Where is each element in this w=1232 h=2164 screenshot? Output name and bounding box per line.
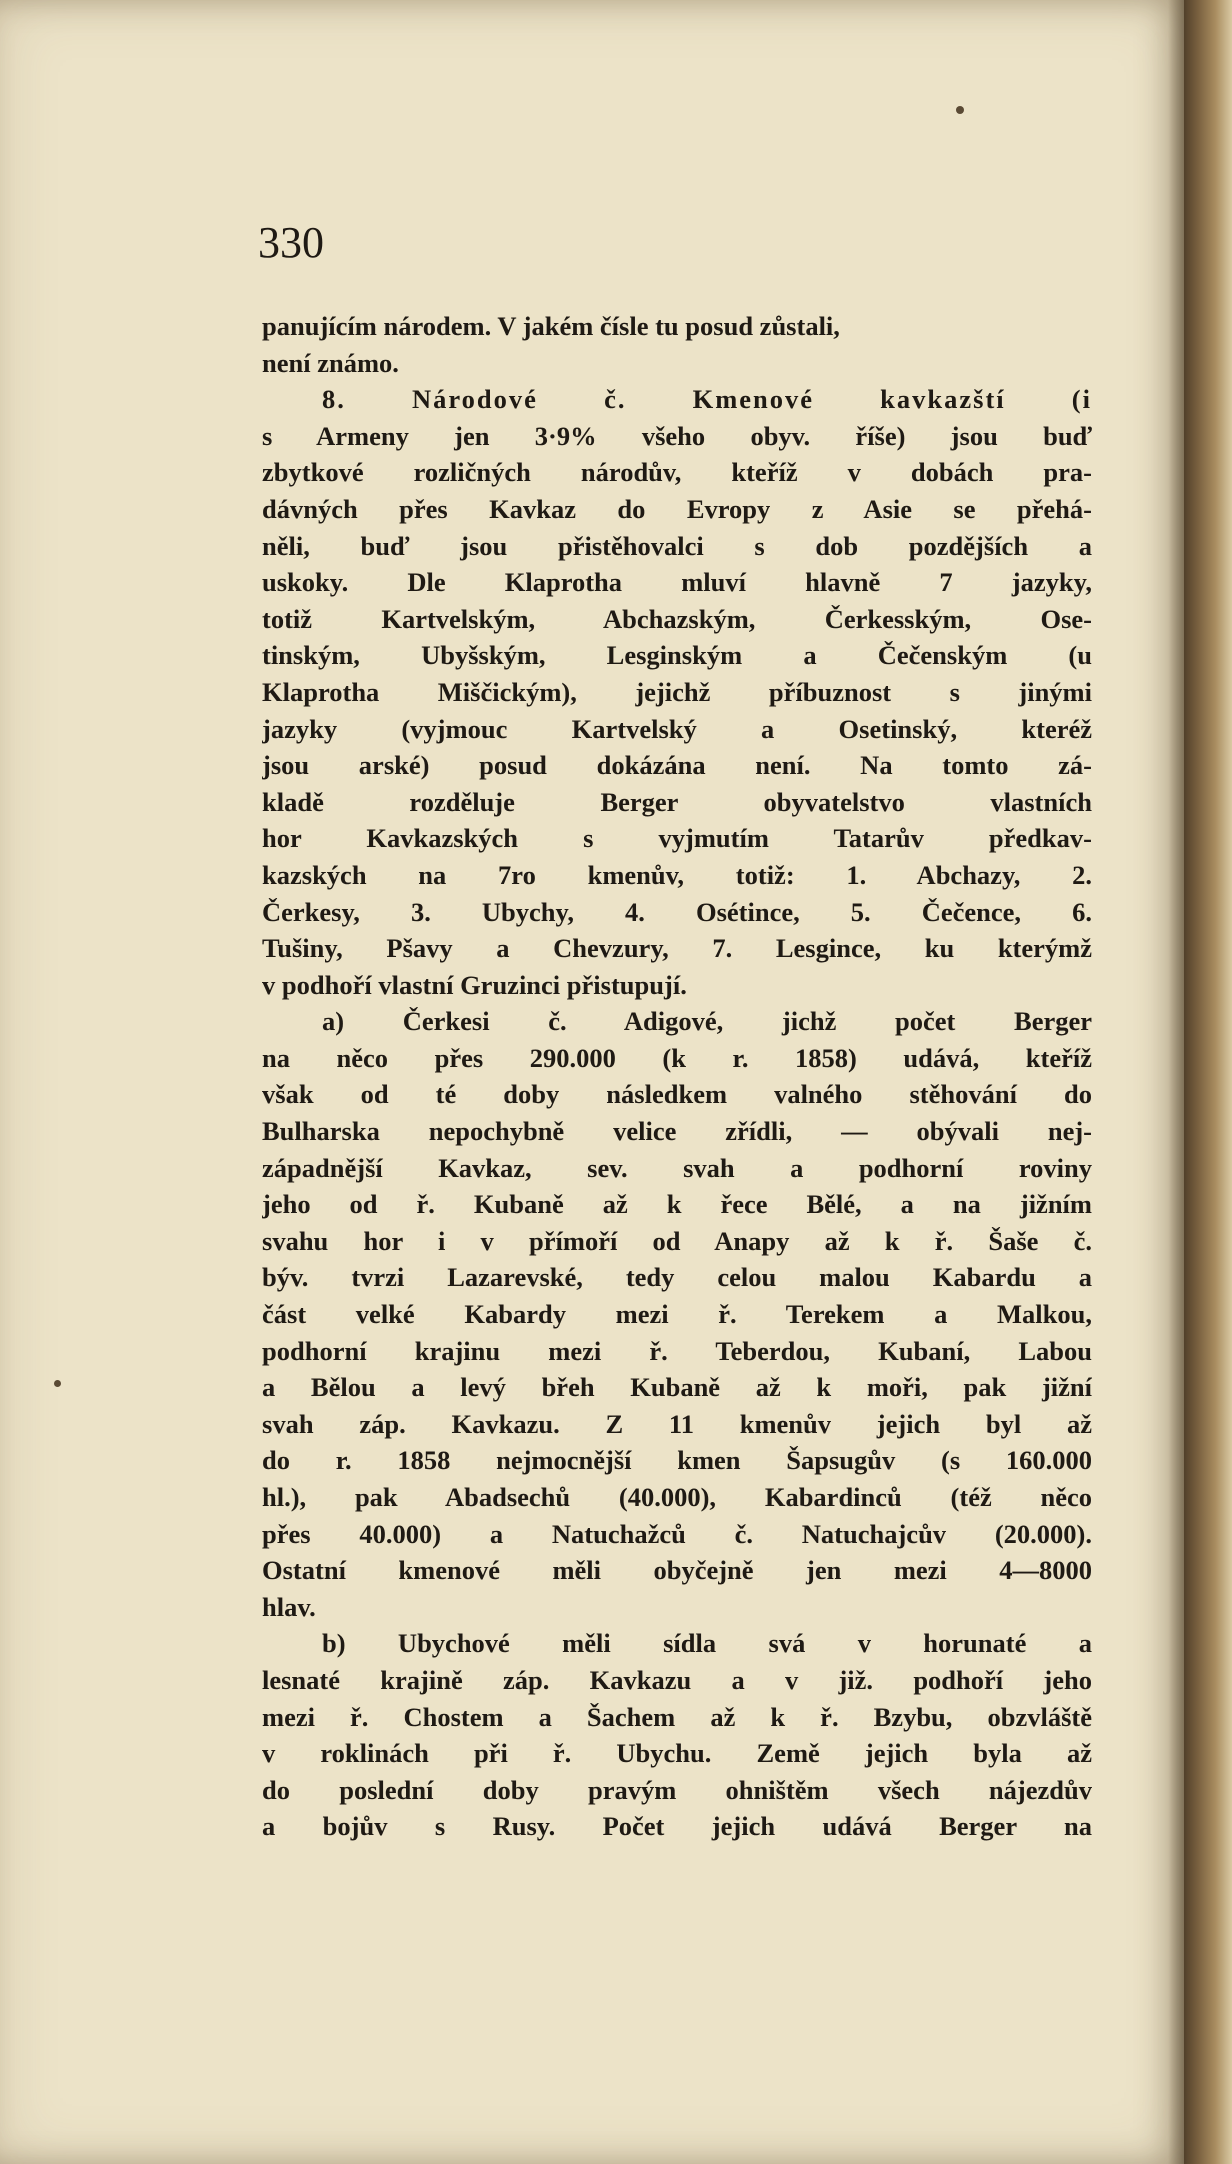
text-line: přes 40.000) a Natuchažců č. Natuchajcův (20.000). [262,1518,1092,1549]
text-line: západnější Kavkaz, sev. svah a podhorní roviny [262,1152,1092,1183]
text-line: 8. Národové č. Kmenové kavkazští (i [322,384,1092,415]
text-line: a) Čerkesi č. Adigové, jichž počet Berger [322,1006,1092,1037]
text-line: Tušiny, Pšavy a Chevzury, 7. Lesgince, ku kterýmž [262,933,1092,964]
text-line: do r. 1858 nejmocnější kmen Šapsugův (s 160.000 [262,1445,1092,1476]
paper-speck [54,1380,61,1387]
text-line: Čerkesy, 3. Ubychy, 4. Osétince, 5. Čečence, 6. [262,896,1092,927]
text-line: však od té doby následkem valného stěhování do [262,1079,1092,1110]
text-line: svah záp. Kavkazu. Z 11 kmenův jejich byl až [262,1408,1092,1439]
text-line: hl.), pak Abadsechů (40.000), Kabardinců (též něco [262,1482,1092,1512]
text-line: b) Ubychové měli sídla svá v horunaté a [322,1628,1092,1659]
text-line: s Armeny jen 3·9% všeho obyv. říše) jsou buď [262,420,1092,451]
text-line: uskoky. Dle Klaprotha mluví hlavně 7 jazyky, [262,567,1092,598]
text-line: v roklinách při ř. Ubychu. Země jejich byla až [262,1738,1092,1769]
text-line: kazských na 7ro kmenův, totiž: 1. Abchazy, 2. [262,859,1092,890]
paper-speck [956,106,964,114]
book-spine [1176,0,1232,2164]
text-line: na něco přes 290.000 (k r. 1858) udává, kteříž [262,1042,1092,1073]
text-line: panujícím národem. V jakém čísle tu posud zůstali, [262,311,840,341]
body-text [262,308,1092,1845]
text-line: tinským, Ubyšským, Lesginským a Čečenským (u [262,640,1092,671]
text-line: Ostatní kmenové měli obyčejně jen mezi 4—8000 [262,1555,1092,1586]
text-line: a bojův s Rusy. Počet jejich udává Berger na [262,1811,1092,1842]
page-number: 330 [258,218,324,267]
text-line: mezi ř. Chostem a Šachem až k ř. Bzybu, obzvláště [262,1701,1092,1732]
text-line: jsou arské) posud dokázána není. Na tomto zá- [262,750,1092,781]
text-line: jazyky (vyjmouc Kartvelský a Osetinský, kteréž [262,713,1092,744]
text-line: Bulharska nepochybně velice zřídli, — obývali nej- [262,1116,1092,1147]
text-line: totiž Kartvelským, Abchazským, Čerkesským, Ose- [262,603,1092,634]
text-line: jeho od ř. Kubaně až k řece Bělé, a na jižním [262,1189,1092,1220]
text-line: něli, buď jsou přistěhovalci s dob pozdějších a [262,530,1092,561]
text-line: hor Kavkazských s vyjmutím Tatarův předkav- [262,823,1092,854]
text-line: zbytkové rozličných národův, kteříž v dobách pra- [262,457,1092,488]
text-line: v podhoří vlastní Gruzinci přistupují. [262,969,687,1000]
text-line: není známo. [262,347,399,378]
text-line: část velké Kabardy mezi ř. Terekem a Malkou, [262,1299,1092,1330]
page-gutter-shadow [1168,0,1184,2164]
text-line: svahu hor i v přímoří od Anapy až k ř. Šaše č. [262,1225,1092,1256]
text-line: býv. tvrzi Lazarevské, tedy celou malou Kabardu a [262,1262,1092,1293]
text-line: hlav. [262,1591,316,1622]
text-line: kladě rozděluje Berger obyvatelstvo vlastních [262,786,1092,817]
text-line: Klaprotha Miščickým), jejichž příbuznost s jinými [262,676,1092,707]
text-line: lesnaté krajině záp. Kavkazu a v již. podhoří jeho [262,1664,1092,1695]
text-line: do poslední doby pravým ohništěm všech nájezdův [262,1774,1092,1805]
text-line: podhorní krajinu mezi ř. Teberdou, Kubaní, Labou [262,1335,1092,1366]
text-line: a Bělou a levý břeh Kubaně až k moři, pak jižní [262,1372,1092,1403]
text-line: dávných přes Kavkaz do Evropy z Asie se přehá- [262,493,1092,524]
